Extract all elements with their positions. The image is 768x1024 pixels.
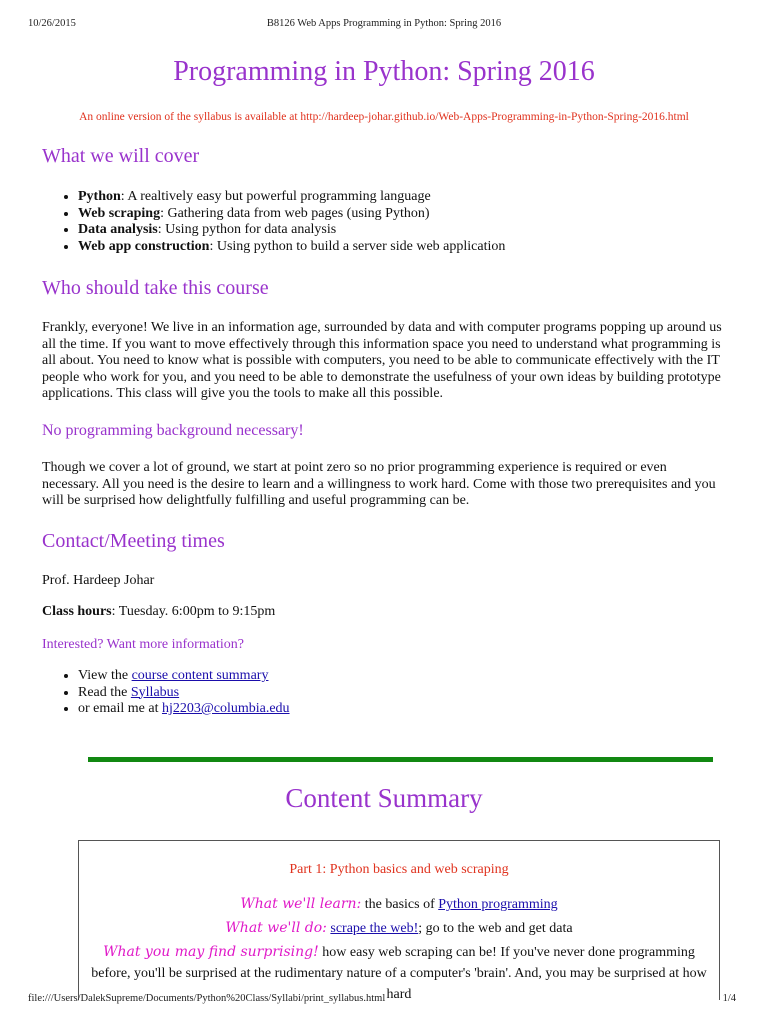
part-title: Part 1: Python basics and web scraping xyxy=(289,862,509,877)
learn-label: What we'll learn: xyxy=(240,896,362,912)
contact-heading: Contact/Meeting times xyxy=(42,530,225,552)
info-links-list xyxy=(42,668,290,718)
page-title: Programming in Python: Spring 2016 xyxy=(173,56,595,87)
online-version-note: An online version of the syllabus is available at http://hardeep-johar.github.io/Web-Apps-Programming-in-Python-Spring-2016.html xyxy=(79,111,689,123)
list-item xyxy=(78,701,290,718)
link-prefix: or email me at xyxy=(78,701,162,716)
content-summary-box xyxy=(78,840,720,1000)
item-desc: : Using python to build a server side web application xyxy=(209,238,506,254)
surprise-text: how easy web scraping can be! If you've never done programming before, you'll be surprised at the rudimentary nature of a computer's 'brain'. And, you may be surprised at how hard xyxy=(91,945,707,1000)
list-item xyxy=(78,239,505,256)
print-file-url: file:///Users/DalekSupreme/Documents/Python%20Class/Syllabi/print_syllabus.html xyxy=(28,993,386,1004)
class-hours xyxy=(42,604,726,621)
item-desc: : Gathering data from web pages (using Python) xyxy=(160,205,430,221)
email-link[interactable]: hj2203@columbia.edu xyxy=(161,701,290,716)
want-more-text: Want more information? xyxy=(103,637,244,652)
learn-text: the basics of xyxy=(361,897,439,912)
surprise-line xyxy=(89,942,709,1000)
link-prefix: View the xyxy=(78,668,132,683)
section-divider xyxy=(88,757,713,762)
list-item xyxy=(78,685,290,702)
who-heading: Who should take this course xyxy=(42,277,269,299)
course-content-summary-link[interactable]: course content summary xyxy=(131,668,269,683)
page-number: 1/4 xyxy=(722,993,736,1004)
no-background-heading: No programming background necessary! xyxy=(42,422,304,439)
link-prefix: Read the xyxy=(78,684,131,700)
item-term: Python xyxy=(78,189,121,204)
print-date: 10/26/2015 xyxy=(28,18,76,29)
item-desc: : Using python for data analysis xyxy=(157,222,337,237)
item-term: Data analysis xyxy=(78,222,158,237)
professor-name: Prof. Hardeep Johar xyxy=(42,573,155,588)
syllabus-link[interactable]: Syllabus xyxy=(130,684,180,700)
scrape-the-web-link[interactable]: scrape the web! xyxy=(330,921,419,936)
learn-line xyxy=(89,894,709,915)
content-summary-title: Content Summary xyxy=(285,783,483,813)
class-hours-label: Class hours xyxy=(42,604,112,619)
print-document-title: B8126 Web Apps Programming in Python: Spring 2016 xyxy=(266,18,502,29)
who-paragraph: Frankly, everyone! We live in an information age, surrounded by data and with computer programs popping up around us all the time. If you want to move effectively through this information space you need to understand what programming is all about. You need to know what is possible with computers, you need to be able to communicate effectively with the IT people who work for you, and you need to be able to demonstrate the usefulness of your own ideas by building prototype applications. This class will give you the tools to make all this possible. xyxy=(42,320,722,401)
list-item xyxy=(78,222,505,239)
cover-list xyxy=(42,189,505,255)
list-item xyxy=(78,189,505,206)
do-line xyxy=(89,918,709,939)
no-background-paragraph: Though we cover a lot of ground, we start at point zero so no prior programming experience is required or even necessary. All you need is the desire to learn and a willingness to work hard. Come with those two prerequisites and you will be surprised how delightfully fulfilling and useful programming can be. xyxy=(42,460,716,508)
interested-label: Interested? xyxy=(42,637,104,652)
item-term: Web app construction xyxy=(78,238,210,254)
item-desc: : A realtively easy but powerful programming language xyxy=(120,189,431,204)
surprise-label: What you may find surprising! xyxy=(103,944,319,960)
print-header xyxy=(28,18,740,32)
list-item xyxy=(78,668,290,685)
list-item xyxy=(78,206,505,223)
do-text: ; go to the web and get data xyxy=(418,921,573,936)
cover-heading: What we will cover xyxy=(42,145,200,167)
class-hours-value: : Tuesday. 6:00pm to 9:15pm xyxy=(111,604,276,619)
item-term: Web scraping xyxy=(78,205,161,221)
interested-line xyxy=(42,637,726,654)
do-label: What we'll do: xyxy=(225,920,327,936)
python-programming-link[interactable]: Python programming xyxy=(438,897,558,912)
print-footer xyxy=(28,993,736,1007)
